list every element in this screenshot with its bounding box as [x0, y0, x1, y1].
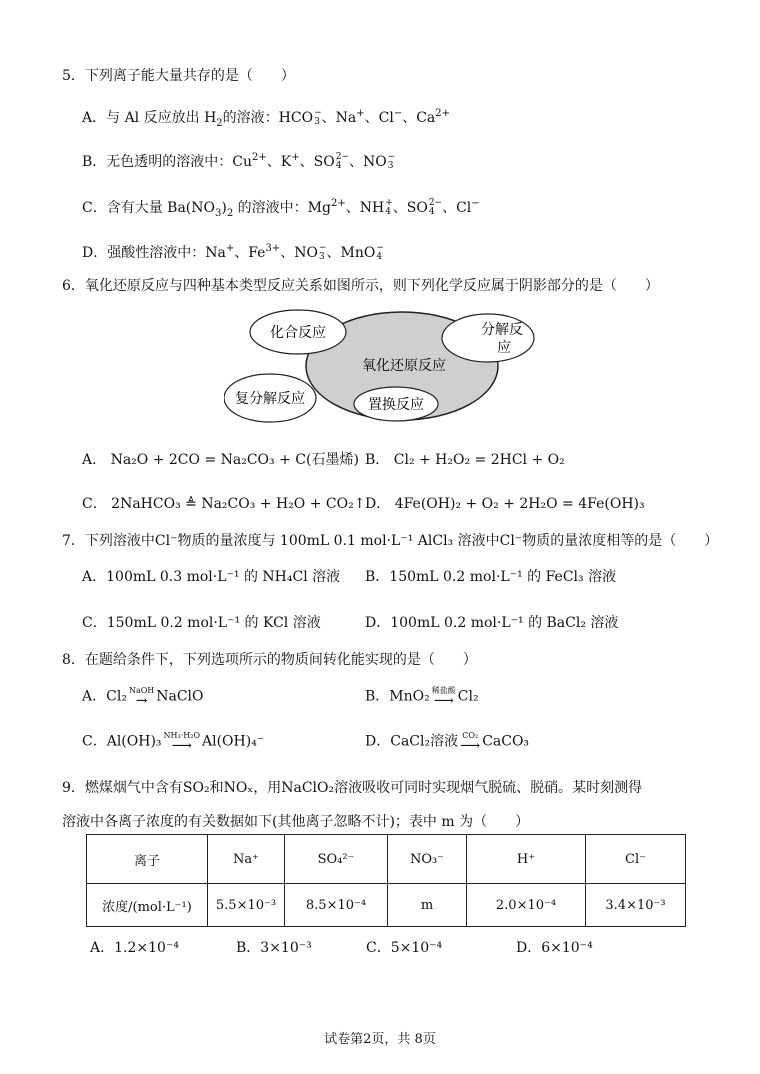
reaction-condition: CO₂ [462, 731, 479, 740]
option-text: 、Fe [234, 245, 266, 261]
option-text: 、NO [349, 154, 387, 170]
option-text: ) [221, 200, 227, 216]
option-text: 、K [266, 154, 292, 170]
option-label: A． [82, 110, 107, 126]
option-text: 6×10⁻⁴ [541, 940, 593, 956]
q6-option-d[interactable] [365, 494, 645, 514]
q8-option-a[interactable] [82, 686, 204, 707]
option-label: B． [82, 154, 107, 170]
table-cell: 5.5×10⁻³ [208, 884, 285, 927]
reaction-condition: NaOH [128, 686, 155, 695]
q9-option-d[interactable] [516, 938, 593, 958]
q5-option-c[interactable]: C．含有大量 $Ba(NO_3)_2$ 的溶液中：$Mg^{2+}$、NH + 4 、SO 2− 4 、Cl− [82, 198, 480, 219]
option-text: Na₂O + 2CO = Na₂CO₃ + C(石墨烯) [110, 452, 359, 468]
table-header-cell: 离子 [87, 835, 208, 884]
decomposition-label-2: 应 [497, 339, 511, 355]
product: NaClO [156, 688, 204, 705]
option-text: 、MnO [326, 245, 376, 261]
q6-stem: 6．氧化还原反应与四种基本类型反应关系如图所示，则下列化学反应属于阴影部分的是（ ） [62, 278, 659, 294]
table-cell: 2.0×10⁻⁴ [467, 884, 586, 927]
q9-stem-line2: 溶液中各离子浓度的有关数据如下(其他离子忽略不计)；表中 m 为（ ） [62, 814, 530, 830]
option-text: 、NH [345, 200, 385, 216]
reaction-condition: 稀盐酸 [431, 686, 456, 695]
option-text: Cl₂ + H₂O₂ = 2HCl + O₂ [393, 452, 565, 468]
option-text: 3×10⁻³ [260, 940, 312, 956]
option-text: 、Na [321, 110, 357, 126]
reactant: Al(OH)₃ [106, 733, 162, 750]
option-label: C． [366, 940, 391, 956]
q5-stem: 5．下列离子能大量共存的是（ ） [62, 68, 295, 84]
q8-option-b[interactable] [365, 686, 479, 707]
table-header-cell: SO₄²⁻ [285, 835, 388, 884]
table-header-cell: NO₃⁻ [388, 835, 467, 884]
option-text: 与 Al 反应放出 H [106, 110, 217, 126]
q5-option-a[interactable]: A．与 Al 反应放出 $H_2$的溶液：HCO − 3 、Na+、Cl−、$Ca^{2+}$ [82, 108, 451, 129]
option-label: C． [82, 615, 107, 631]
q7-stem: 7．下列溶液中Cl⁻物质的量浓度与 100mL 0.1 mol·L⁻¹ AlCl₃ 溶液中Cl⁻物质的量浓度相等的是（ ） [62, 533, 719, 549]
option-label: D． [365, 733, 391, 750]
q7-option-b[interactable] [365, 567, 616, 587]
table-header-row [87, 835, 686, 884]
q9-stem-line1: 9．燃煤烟气中含有SO₂和NOₓ，用NaClO₂溶液吸收可同时实现烟气脱硫、脱硝。某时刻测得 [62, 780, 643, 796]
displacement-label: 置换反应 [368, 396, 424, 412]
q7-option-a[interactable] [82, 567, 340, 587]
option-label: C． [82, 496, 107, 512]
double-decomposition-label: 复分解反应 [235, 390, 305, 406]
option-label: C． [82, 733, 107, 750]
redox-label: 氧化还原反应 [362, 357, 446, 373]
q5-option-d[interactable]: D．强酸性溶液中：Na+、$Fe^{3+}$、NO − 3 、MnO − 4 [82, 243, 384, 262]
table-cell: 浓度/(mol·L⁻¹) [87, 884, 208, 927]
option-label: B． [365, 688, 390, 705]
option-label: D． [365, 496, 391, 512]
reactant: MnO₂ [389, 688, 430, 705]
reaction-venn-diagram [224, 306, 544, 432]
option-text: 的溶液：HCO [222, 110, 314, 126]
option-text: 含有大量 Ba(NO [106, 200, 215, 216]
option-text: 100mL 0.3 mol·L⁻¹ 的 NH₄Cl 溶液 [106, 569, 341, 585]
reaction-arrow: NaOH → [128, 686, 155, 709]
option-text: 1.2×10⁻⁴ [114, 940, 179, 956]
product: CaCO₃ [482, 733, 530, 750]
option-text: 150mL 0.2 mol·L⁻¹ 的 KCl 溶液 [106, 615, 321, 631]
option-text: 150mL 0.2 mol·L⁻¹ 的 FeCl₃ 溶液 [389, 569, 617, 585]
q8-option-c[interactable] [82, 731, 264, 752]
option-text: 无色透明的溶液中：Cu [106, 154, 253, 170]
q8-option-d[interactable] [365, 731, 529, 752]
reaction-arrow: 稀盐酸 ⟶ [431, 686, 456, 709]
q6-option-a[interactable] [82, 450, 359, 470]
q7-option-c[interactable] [82, 613, 321, 633]
option-text: 的溶液中：Mg [233, 200, 331, 216]
option-text: 、Cl [364, 110, 394, 126]
decomposition-label: 分解反 [481, 321, 523, 337]
ion-concentration-table [86, 834, 686, 927]
option-label: A． [82, 688, 107, 705]
option-label: A． [82, 569, 107, 585]
q9-option-a[interactable] [90, 938, 179, 958]
table-header-cell: Na⁺ [208, 835, 285, 884]
table-cell: 3.4×10⁻³ [586, 884, 686, 927]
option-label: D． [82, 245, 108, 261]
option-label: A． [82, 452, 107, 468]
q7-option-d[interactable] [365, 613, 618, 633]
reaction-condition: NH₃·H₂O [163, 731, 200, 740]
option-text: 、SO [299, 154, 335, 170]
option-label: D． [516, 940, 542, 956]
product: Al(OH)₄⁻ [202, 733, 265, 750]
table-cell: m [388, 884, 467, 927]
option-text: 4Fe(OH)₂ + O₂ + 2H₂O = 4Fe(OH)₃ [394, 496, 645, 512]
q6-option-c[interactable] [82, 494, 365, 514]
option-text: 、SO [392, 200, 428, 216]
product: Cl₂ [457, 688, 479, 705]
option-text: 5×10⁻⁴ [390, 940, 443, 956]
option-label: B． [236, 940, 261, 956]
q8-stem: 8．在题给条件下，下列选项所示的物质间转化能实现的是（ ） [62, 652, 477, 668]
option-label: C． [82, 200, 107, 216]
option-text: 强酸性溶液中：Na [107, 245, 226, 261]
page-footer: 试卷第2页，共 8页 [324, 1032, 436, 1047]
option-label: A． [90, 940, 115, 956]
reactant: Cl₂ [106, 688, 127, 705]
table-cell: 8.5×10⁻⁴ [285, 884, 388, 927]
table-row [87, 884, 686, 927]
option-label: D． [365, 615, 391, 631]
option-label: B． [365, 569, 390, 585]
option-text: 、NO [280, 245, 318, 261]
option-text: 、Cl [442, 200, 472, 216]
q9-option-c[interactable] [366, 938, 442, 958]
option-text: 、Ca [402, 110, 436, 126]
q9-option-b[interactable] [236, 938, 312, 958]
q6-option-b[interactable] [365, 450, 565, 470]
option-label: B． [365, 452, 390, 468]
reaction-arrow: CO₂ ⟶ [460, 731, 481, 754]
option-text: 100mL 0.2 mol·L⁻¹ 的 BaCl₂ 溶液 [390, 615, 619, 631]
table-header-cell: Cl⁻ [586, 835, 686, 884]
option-text: 2NaHCO₃ ≜ Na₂CO₃ + H₂O + CO₂↑ [111, 496, 366, 512]
table-header-cell: H⁺ [467, 835, 586, 884]
reactant: CaCl₂溶液 [390, 733, 459, 750]
reaction-arrow: NH₃·H₂O ⟶ [163, 731, 200, 754]
combination-label: 化合反应 [270, 324, 326, 340]
q5-option-b[interactable]: B．无色透明的溶液中：$Cu^{2+}$、K+、SO 2− 4 、NO − 3 [82, 152, 396, 171]
